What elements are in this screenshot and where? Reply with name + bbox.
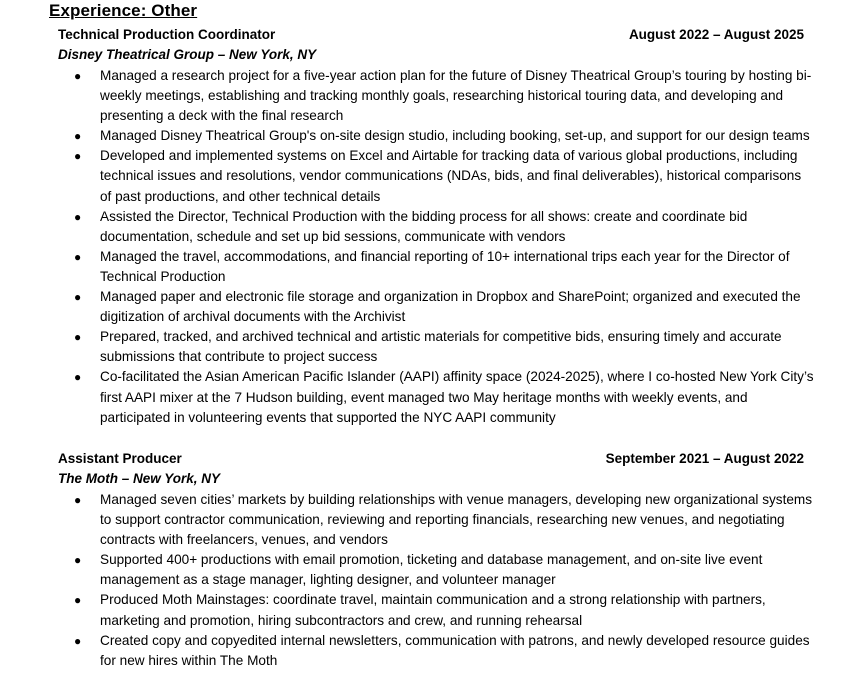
job-header [58, 27, 804, 47]
bullet-icon: ● [74, 69, 82, 83]
job-title: Technical Production Coordinator [58, 27, 276, 42]
bullet-text: Co-facilitated the Asian American Pacific Islander (AAPI) affinity space (2024-2025), where I co-hosted New York City’s first AAPI mixer at the 7 Hudson building, event managed two May heritage months with weekly events, and participated in volunteering events that supported the NYC AAPI community [100, 369, 814, 425]
bullet-icon: ● [74, 249, 82, 264]
bullet-icon: ● [74, 553, 82, 568]
bullet-text: Developed and implemented systems on Excel and Airtable for tracking data of various global productions, including technical issues and resolutions, vendor communications (NDAs, bids, and final deliverables), historical comparisons of past productions, and other technical details [100, 148, 802, 204]
section-title: Experience: Other [49, 1, 198, 20]
job-bullet-list [0, 66, 860, 428]
bullet-text: Produced Moth Mainstages: coordinate travel, maintain communication and a strong relationship with partners, marketing and promotion, hiring subcontractors and crew, and running rehearsal [100, 592, 766, 628]
bullet-text: Managed the travel, accommodations, and financial reporting of 10+ international trips each year for the Director of Technical Production [100, 248, 790, 284]
bullet-icon: ● [74, 149, 82, 164]
bullet-icon: ● [74, 370, 82, 385]
bullet-item [0, 146, 816, 206]
bullet-text: Managed paper and electronic file storage and organization in Dropbox and SharePoint; organized and executed the digitization of archival documents with the Archivist [100, 289, 801, 325]
job-dates: August 2022 – August 2025 [628, 27, 804, 42]
bullet-text: Supported 400+ productions with email promotion, ticketing and database management, and on-site live event management as a stage manager, lighting designer, and volunteer manager [100, 552, 763, 588]
bullet-text: Managed Disney Theatrical Group's on-site design studio, including booking, set-up, and support for our design teams [100, 128, 810, 144]
bullet-icon: ● [74, 290, 82, 305]
bullet-text: Managed seven cities’ markets by building relationships with venue managers, developing new organizational systems to support contractor communication, reviewing and reporting financials, researching new venues, and negotiating contracts with freelancers, venues, and vendors [100, 492, 813, 548]
bullet-item [0, 367, 816, 427]
bullet-icon: ● [74, 209, 82, 224]
bullet-icon: ● [74, 633, 82, 648]
bullet-text: Managed a research project for a five-year action plan for the future of Disney Theatrical Group’s touring by hosting bi-weekly meetings, establishing and tracking monthly goals, researching historical touring data, and developing and presenting a deck with the final research [100, 68, 812, 124]
job-header [58, 451, 804, 471]
bullet-item [0, 126, 816, 146]
bullet-item [0, 287, 816, 327]
bullet-icon: ● [74, 493, 82, 507]
bullet-item [0, 490, 816, 550]
bullet-icon: ● [74, 330, 82, 345]
bullet-text: Assisted the Director, Technical Production with the bidding process for all shows: create and coordinate bid documentation, schedule and set up bid sessions, communicate with vendors [100, 208, 748, 244]
bullet-item [0, 550, 816, 590]
bullet-icon: ● [74, 593, 82, 608]
job-dates: September 2021 – August 2022 [605, 451, 804, 466]
job-organization: Disney Theatrical Group – New York, NY [58, 47, 317, 62]
job-organization: The Moth – New York, NY [58, 471, 221, 486]
bullet-item [0, 66, 816, 126]
bullet-icon: ● [74, 129, 82, 144]
bullet-item [0, 631, 816, 671]
bullet-item [0, 207, 816, 247]
bullet-item [0, 590, 816, 630]
job-title: Assistant Producer [58, 451, 182, 466]
bullet-text: Prepared, tracked, and archived technical and artistic materials for competitive bids, ensuring timely and accurate submissions that contribute to project success [100, 329, 782, 365]
bullet-item [0, 247, 816, 287]
bullet-text: Created copy and copyedited internal newsletters, communication with patrons, and newly developed resource guides for new hires within The Moth [100, 632, 810, 668]
bullet-item [0, 327, 816, 367]
job-bullet-list [0, 490, 860, 671]
